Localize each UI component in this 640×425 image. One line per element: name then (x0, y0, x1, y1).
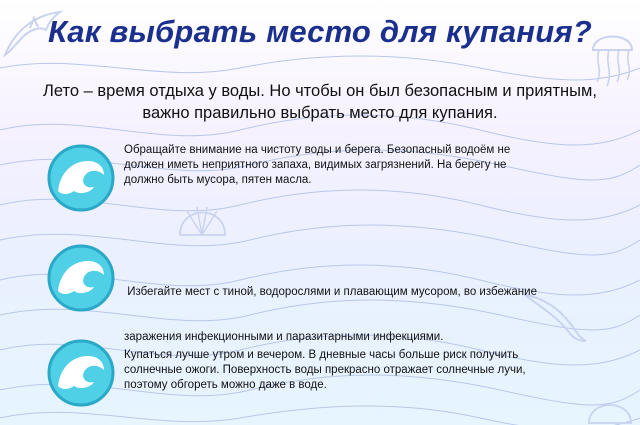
tip-text (124, 348, 624, 393)
wave-icon (46, 243, 116, 313)
tip-line: солнечные ожоги. Поверхность воды прекрасно отражает солнечные лучи, (124, 364, 526, 376)
tip-text (124, 143, 624, 188)
intro-line-2: важно правильно выбрать место для купания. (142, 104, 498, 122)
tip-line: поэтому обгореть можно даже в воде. (124, 379, 327, 391)
tip-line: должно быть мусора, пятен масла. (124, 174, 312, 186)
intro-text (30, 80, 610, 124)
tip-item (46, 338, 626, 408)
tip-line: должен иметь неприятного запаха, видимых загрязнений. На берегу не (124, 159, 507, 171)
intro-line-1: Лето – время отдыха у воды. Но чтобы он был безопасным и приятным, (43, 82, 597, 100)
page-title: Как выбрать место для купания? (48, 14, 592, 49)
tip-line: заражения инфекционными и паразитарными инфекциями. (124, 331, 444, 343)
tip-line: Обращайте внимание на чистоту воды и берега. Безопасный водоём не (124, 144, 511, 156)
wave-icon (46, 143, 116, 213)
wave-icon (46, 338, 116, 408)
tip-line: Избегайте мест с тиной, водорослями и плавающим мусором, во избежание (124, 286, 537, 298)
tip-item (46, 143, 626, 213)
tip-line: Купаться лучше утром и вечером. В дневные часы больше риск получить (124, 349, 519, 361)
tip-item (46, 243, 626, 343)
